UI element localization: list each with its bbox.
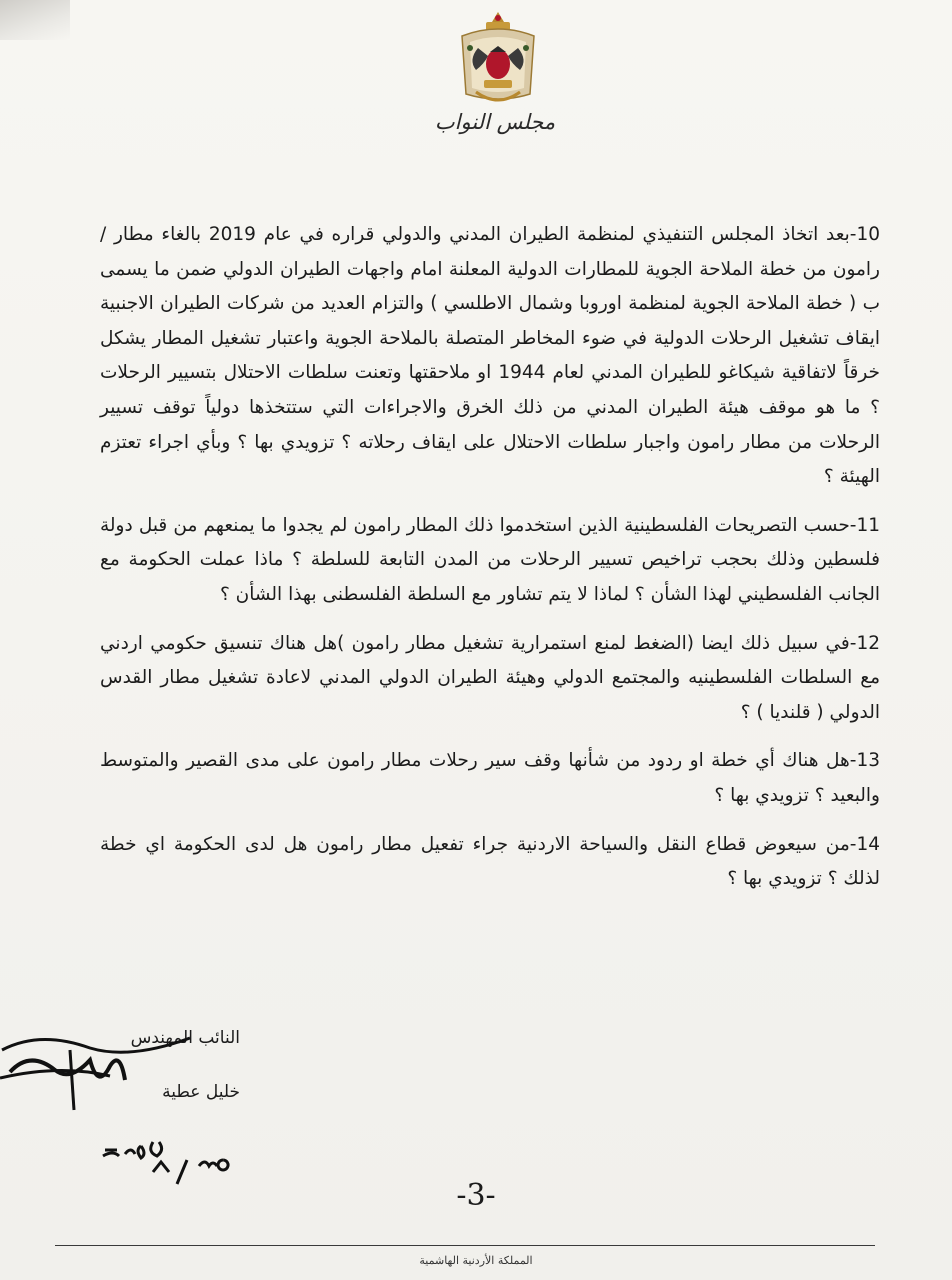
paper-fold-shadow bbox=[0, 0, 70, 40]
council-name: مجلس النواب bbox=[434, 110, 556, 134]
question-14: 14-من سيعوض قطاع النقل والسياحة الاردنية جراء تفعيل مطار رامون هل لدى الحكومة اي خطة لذلك ؟ تزويدي بها ؟ bbox=[100, 833, 880, 890]
question-12: 12-في سبيل ذلك ايضا (الضغط لمنع استمرارية تشغيل مطار رامون )هل هناك تنسيق حكومي اردني مع السلطات الفلسطينيه والمجتمع الدولي وهيئة الطيران الدولي المدني لاعادة تشغيل مطار القدس الدولي ( قلنديا ) ؟ bbox=[100, 632, 880, 723]
footer-text: المملكة الأردنية الهاشمية bbox=[419, 1254, 533, 1267]
question-13: 13-هل هناك أي خطة او ردود من شأنها وقف سير رحلات مطار رامون على مدى القصير والمتوسط والبعيد ؟ تزويدي بها ؟ bbox=[100, 750, 880, 806]
page-number: -3- bbox=[456, 1178, 496, 1213]
questions-body bbox=[100, 218, 880, 897]
royal-coat-of-arms-icon bbox=[448, 8, 548, 112]
question-10: 10-بعد اتخاذ المجلس التنفيذي لمنظمة الطيران المدني والدولي قراره في عام 2019 بالغاء مطار / رامون من خطة الملاحة الجوية للمطارات الدولية المعلنة امام واجهات الطيران الدولي ضمن ما يسمى ب ( خطة الملاحة الجوية لمنظمة اوروبا وشمال الاطلسي ) والتزام العديد من شركات الطيران الاجنبية ايقاف تشغيل الرحلات الدولية في ضوء المخاطر المتصلة بالملاحة الجوية واعتبار تشغيل المطار يشكل خرقاً لاتفاقية شيكاغو للطيران المدني لعام 1944 او ملاحقتها وتعنت سلطات الاحتلال بتسيير الرحلات ؟ ما هو موقف هيئة الطيران المدني من ذلك الخرق والاجراءات التي ستتخذها دولياً توقف تسيير الرحلات من مطار رامون واجبار سلطات الاحتلال على ايقاف رحلاته ؟ تزويدي بها ؟ وبأي اجراء تعتزم الهيئة ؟ bbox=[100, 224, 881, 488]
footer-divider bbox=[55, 1245, 875, 1246]
signature-title: النائب المهندس bbox=[130, 1028, 240, 1048]
question-11: 11-حسب التصريحات الفلسطينية الذين استخدموا ذلك المطار رامون لم يجدوا ما يمنعهم من قبل دولة فلسطين وذلك بحجب تراخيص تسيير الرحلات من المدن التابعة للسلطة ؟ ماذا عملت الحكومة مع الجانب الفلسطيني لهذا الشأن ؟ لماذا لا يتم تشاور مع السلطة الفلسطنى بهذا الشأن ؟ bbox=[100, 514, 880, 605]
handwritten-signature bbox=[0, 1020, 240, 1130]
handwritten-date bbox=[95, 1132, 255, 1188]
signature-name: خليل عطية bbox=[162, 1082, 240, 1102]
